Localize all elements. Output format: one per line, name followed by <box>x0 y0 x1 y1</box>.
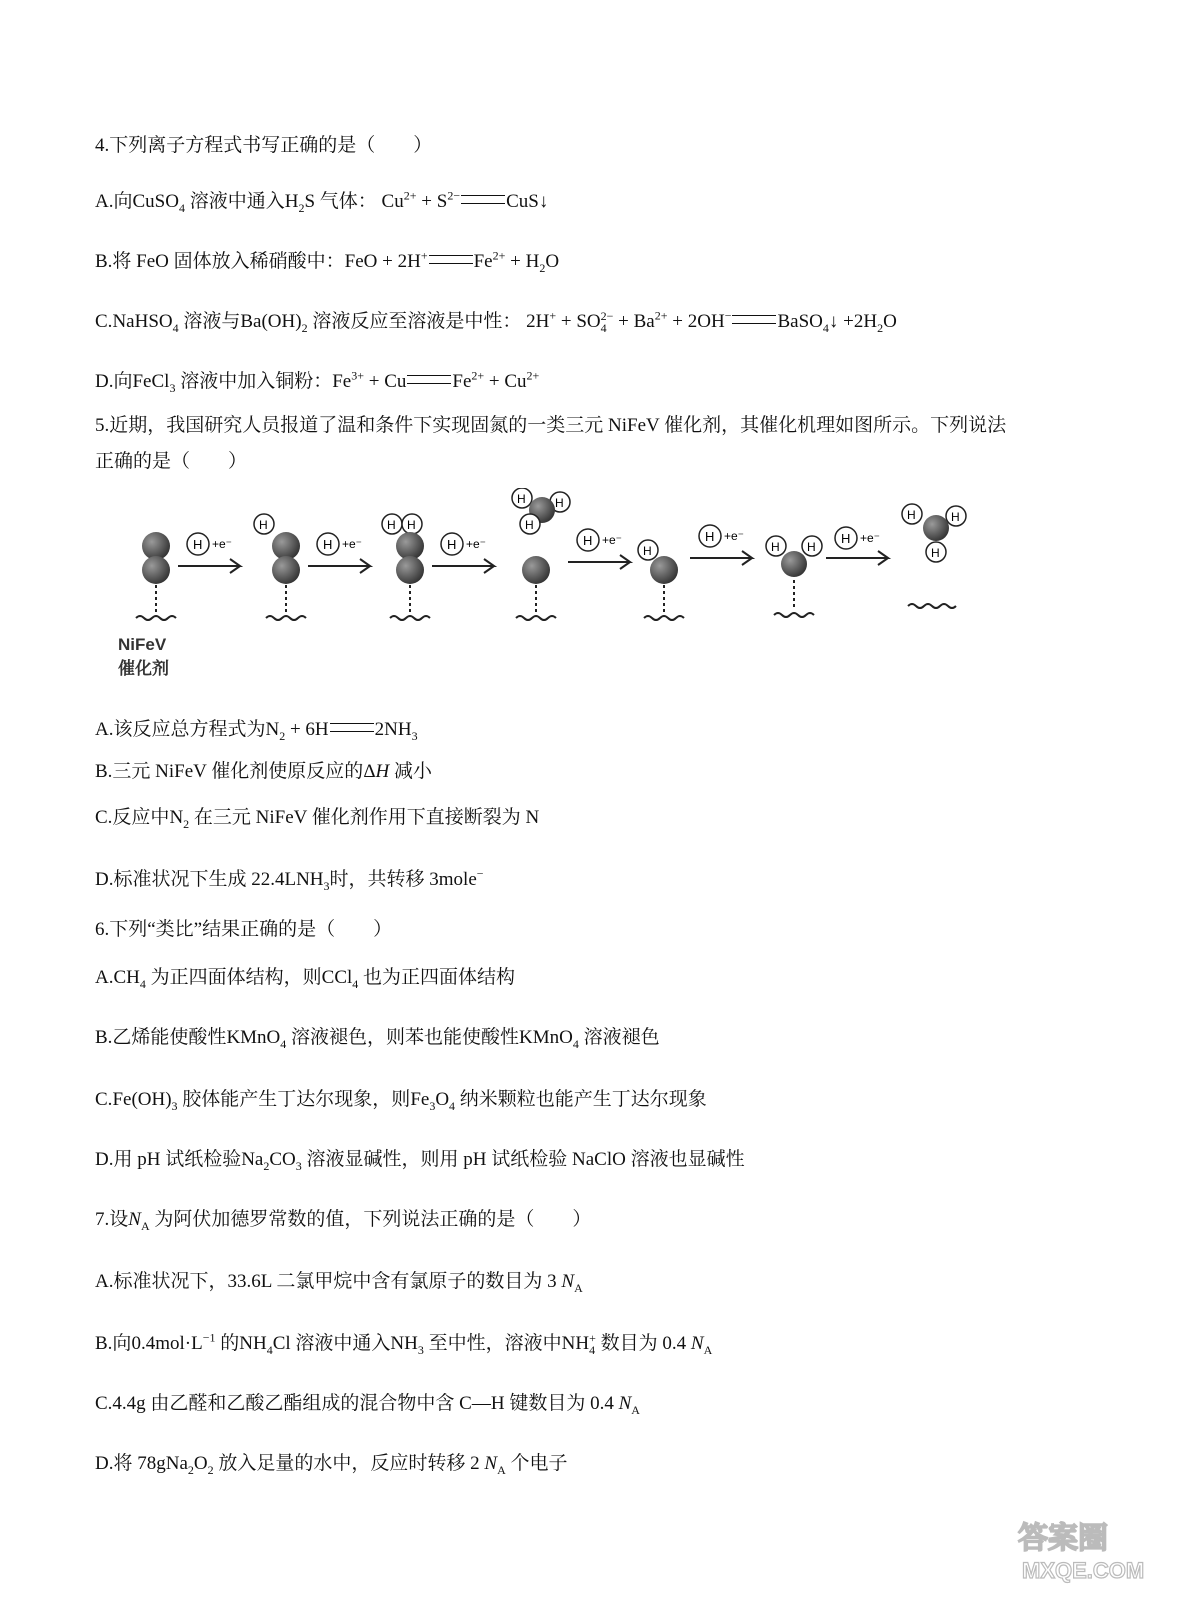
q5-stem-line1: 5.近期，我国研究人员报道了温和条件下实现固氮的一类三元 NiFeV 催化剂，其催化机理如图所示。下列说法 <box>95 415 1007 436</box>
q5-option-a: A.该反应总方程式为$N_2 + 6H$ $2NH_3$ <box>95 719 418 743</box>
step-arrow-3 <box>432 533 494 573</box>
stage-1 <box>136 532 176 620</box>
h-label: H <box>259 518 268 532</box>
q7-stem: 7.设$N_A$ 为阿伏加德罗常数的值，下列说法正确的是（ ） <box>95 1209 592 1233</box>
h-label: H <box>193 537 203 552</box>
svg-text:+e⁻: +e⁻ <box>724 529 745 543</box>
q4-stem: 4.下列离子方程式书写正确的是（ ） <box>95 135 433 156</box>
h-label: H <box>407 518 416 532</box>
svg-text:+e⁻: +e⁻ <box>212 537 233 551</box>
watermark-text: MXQE.COM <box>1022 1558 1145 1583</box>
h-label: H <box>931 546 940 560</box>
stage-4 <box>512 488 570 620</box>
q4-option-d: D.向FeCl$_3$ 溶液中加入铜粉：$Fe^{3+} + Cu$ $Fe^{2+} + Cu^{2+}$ <box>95 368 540 395</box>
h-label: H <box>705 529 715 544</box>
h-label: H <box>525 518 534 532</box>
h-label: H <box>447 537 457 552</box>
n-atom <box>272 556 300 584</box>
catalyst-label-cn: 催化剂 <box>118 659 169 678</box>
q7-option-b: B.向$0.4mol\cdot L^{-1}$ 的$NH_4Cl$ 溶液中通入$NH_3$ 至中性，溶液中$NH_4^+$ 数目为 0.4 $N_A$ <box>95 1330 713 1357</box>
n-atom <box>923 515 949 541</box>
step-arrow-5 <box>690 525 752 565</box>
q5-option-c: C.反应中$N_2$ 在三元 NiFeV 催化剂作用下直接断裂为 N <box>95 807 540 831</box>
h-label: H <box>841 531 851 546</box>
stage-5 <box>638 540 684 620</box>
q5-option-b: B.三元 NiFeV 催化剂使原反应的ΔH 减小 <box>95 761 433 782</box>
q5-stem-line2: 正确的是（ ） <box>95 451 248 472</box>
q7-option-d: D.将 $78gNa_2O_2$ 放入足量的水中，反应时转移 2 $N_A$ 个电子 <box>95 1453 568 1477</box>
q4-option-b: B.将 FeO 固体放入稀硝酸中：FeO + 2H+ $Fe^{2+} + H_2O$ <box>95 248 560 275</box>
h-label: H <box>643 544 652 558</box>
stage-7 <box>902 504 966 608</box>
step-arrow-4 <box>568 529 630 569</box>
h-label: H <box>951 510 960 524</box>
watermark-logo <box>1008 1506 1168 1592</box>
h-label: H <box>323 537 333 552</box>
n-atom <box>396 532 424 560</box>
catalyst-label: NiFeV <box>118 635 167 654</box>
h-label: H <box>387 518 396 532</box>
stage-3 <box>382 514 430 620</box>
q4-option-a: A.向CuSO$_4$ 溶液中通入$H_2S$ 气体： $Cu^{2+} + S^{2-}$ CuS↓ <box>95 188 549 215</box>
stage-2 <box>254 514 306 620</box>
q6-option-a: $A.CH_4$ 为正四面体结构，则CCl$_4$ 也为正四面体结构 <box>95 967 516 991</box>
step-arrow-2 <box>308 533 370 573</box>
q6-stem: 6.下列“类比”结果正确的是（ ） <box>95 919 393 940</box>
n-atom <box>522 556 550 584</box>
n-atom <box>781 551 807 577</box>
n-atom <box>650 556 678 584</box>
svg-text:+e⁻: +e⁻ <box>860 531 881 545</box>
q6-option-c: $C.Fe(OH)_3$ 胶体能产生丁达尔现象，则$Fe_3O_4$ 纳米颗粒也能产生丁达尔现象 <box>95 1089 707 1113</box>
h-label: H <box>555 496 564 510</box>
svg-text:+e⁻: +e⁻ <box>466 537 487 551</box>
q6-option-b: B.乙烯能使酸性KMnO$_4$ 溶液褪色，则苯也能使酸性KMnO$_4$ 溶液褪色 <box>95 1027 660 1051</box>
q6-option-d: D.用 pH 试纸检验$Na_2CO_3$ 溶液显碱性，则用 pH 试纸检验 NaClO 溶液也显碱性 <box>95 1149 745 1173</box>
step-arrow-1 <box>178 533 240 573</box>
step-arrow-6 <box>826 527 888 565</box>
n-atom <box>272 532 300 560</box>
n-atom <box>142 532 170 560</box>
svg-text:+e⁻: +e⁻ <box>602 533 623 547</box>
q4-option-c: C.NaHSO$_4$ 溶液与$Ba(OH)_2$ 溶液反应至溶液是中性： $2H^+ + SO_4^{2-} + Ba^{2+} + 2OH^-$ BaSO$_4$↓ $+2H_2O$ <box>95 308 897 335</box>
h-label: H <box>907 508 916 522</box>
n-atom <box>142 556 170 584</box>
h-label: H <box>517 492 526 506</box>
q5-option-d: D.标准状况下生成 $22.4LNH_3$时，共转移 3mole− <box>95 866 484 893</box>
q7-option-c: C.4.4g 由乙醛和乙酸乙酯组成的混合物中含 C—H 键数目为 0.4 $N_A$ <box>95 1393 640 1417</box>
q7-option-a: A.标准状况下，33.6L 二氯甲烷中含有氯原子的数目为 3 $N_A$ <box>95 1271 583 1295</box>
n-atom <box>396 556 424 584</box>
catalyst-surface <box>136 616 176 620</box>
svg-text:答案圈: 答案圈 <box>1018 1522 1108 1555</box>
stage-6 <box>766 536 822 617</box>
h-label: H <box>771 540 780 554</box>
h-label: H <box>807 540 816 554</box>
svg-text:+e⁻: +e⁻ <box>342 537 363 551</box>
mechanism-diagram <box>118 488 978 688</box>
h-label: H <box>583 533 593 548</box>
